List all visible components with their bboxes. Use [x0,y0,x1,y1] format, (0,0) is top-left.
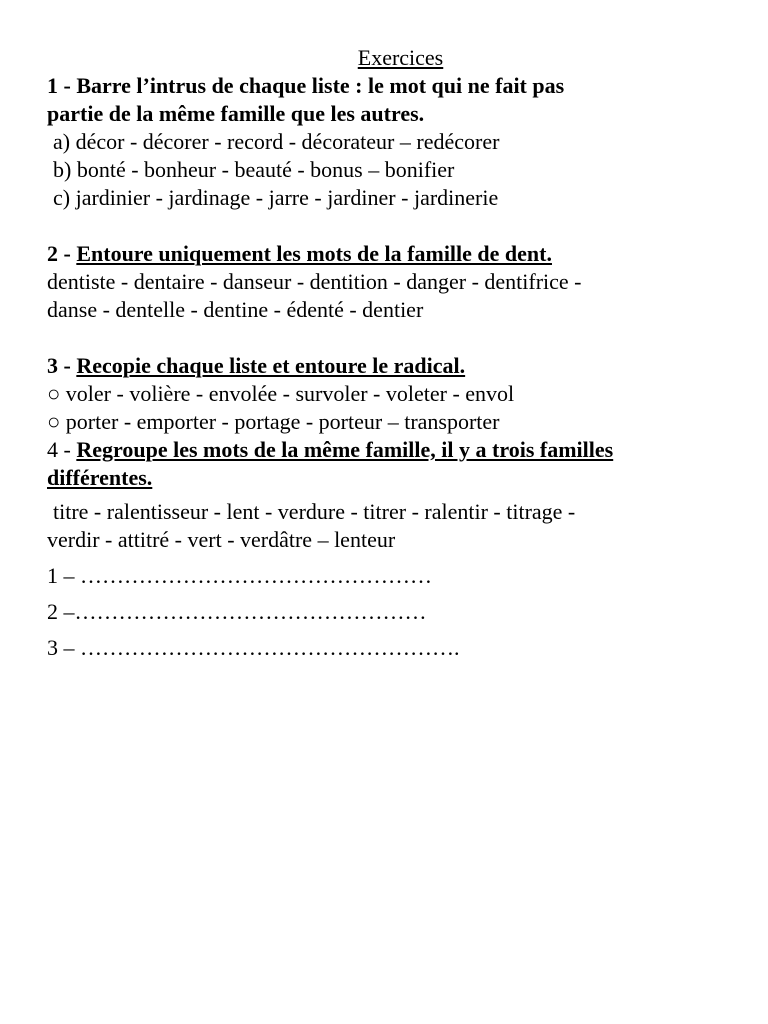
answer-line-1: 1 – ………………………………………… [47,563,432,588]
exercise-3-instruction-line [47,352,728,380]
exercise-4-number: 4 - [47,437,77,462]
exercise-4-words-line-1: titre - ralentisseur - lent - verdure - titrer - ralentir - titrage - [53,499,576,524]
exercise-1-instruction-text: Barre l’intrus de chaque liste : le mot qui ne fait pas [76,73,565,98]
exercise-3-list-2-text: porter - emporter - portage - porteur – transporter [65,409,500,434]
exercise-3-list-1-text: voler - volière - envolée - survoler - voleter - envol [65,381,515,406]
exercise-1-instruction-line-1 [47,72,728,100]
exercise-2-instruction-text: Entoure uniquement les mots de la famille de dent. [76,241,552,266]
exercise-1-list-c: c) jardinier - jardinage - jarre - jardiner - jardinerie [53,185,499,210]
exercise-4-instruction-text: Regroupe les mots de la même famille, il y a trois familles [76,437,614,462]
exercise-3-instruction-text: Recopie chaque liste et entoure le radical. [76,353,466,378]
exercise-4-instruction-line-2: différentes. [47,465,153,490]
exercise-3-list-1 [47,380,728,408]
exercise-3-list-2 [47,408,728,436]
exercise-4-words [47,498,728,554]
exercise-2-number: 2 - [47,241,77,266]
exercise-3-number: 3 - [47,353,77,378]
exercise-1-instruction-line-2: partie de la même famille que les autres. [47,101,425,126]
spacer [47,324,728,352]
exercise-3 [47,352,728,436]
exercise-2-words-line-2: danse - dentelle - dentine - édenté - dentier [47,297,424,322]
exercise-2-instruction-line [47,240,728,268]
exercise-2-words-line-1: dentiste - dentaire - danseur - dentition - danger - dentifrice - [47,269,582,294]
exercise-4-answers [47,562,728,662]
exercise-1 [47,72,728,212]
exercise-4-words-line-2: verdir - attitré - vert - verdâtre – lenteur [47,527,396,552]
spacer [47,212,728,240]
circle-bullet-icon: ○ [47,409,61,434]
exercise-2 [47,240,728,324]
circle-bullet-icon: ○ [47,381,61,406]
exercise-4-instruction-line-1 [47,436,728,464]
page-title: Exercices [357,45,444,70]
exercise-1-list-b: b) bonté - bonheur - beauté - bonus – bonifier [53,157,455,182]
answer-line-2: 2 –………………………………………… [47,599,427,624]
exercise-4 [47,436,728,662]
exercise-1-list-a: a) décor - décorer - record - décorateur – redécorer [53,129,500,154]
exercise-1-number: 1 - [47,73,77,98]
answer-line-3: 3 – ……………………………………………. [47,635,460,660]
